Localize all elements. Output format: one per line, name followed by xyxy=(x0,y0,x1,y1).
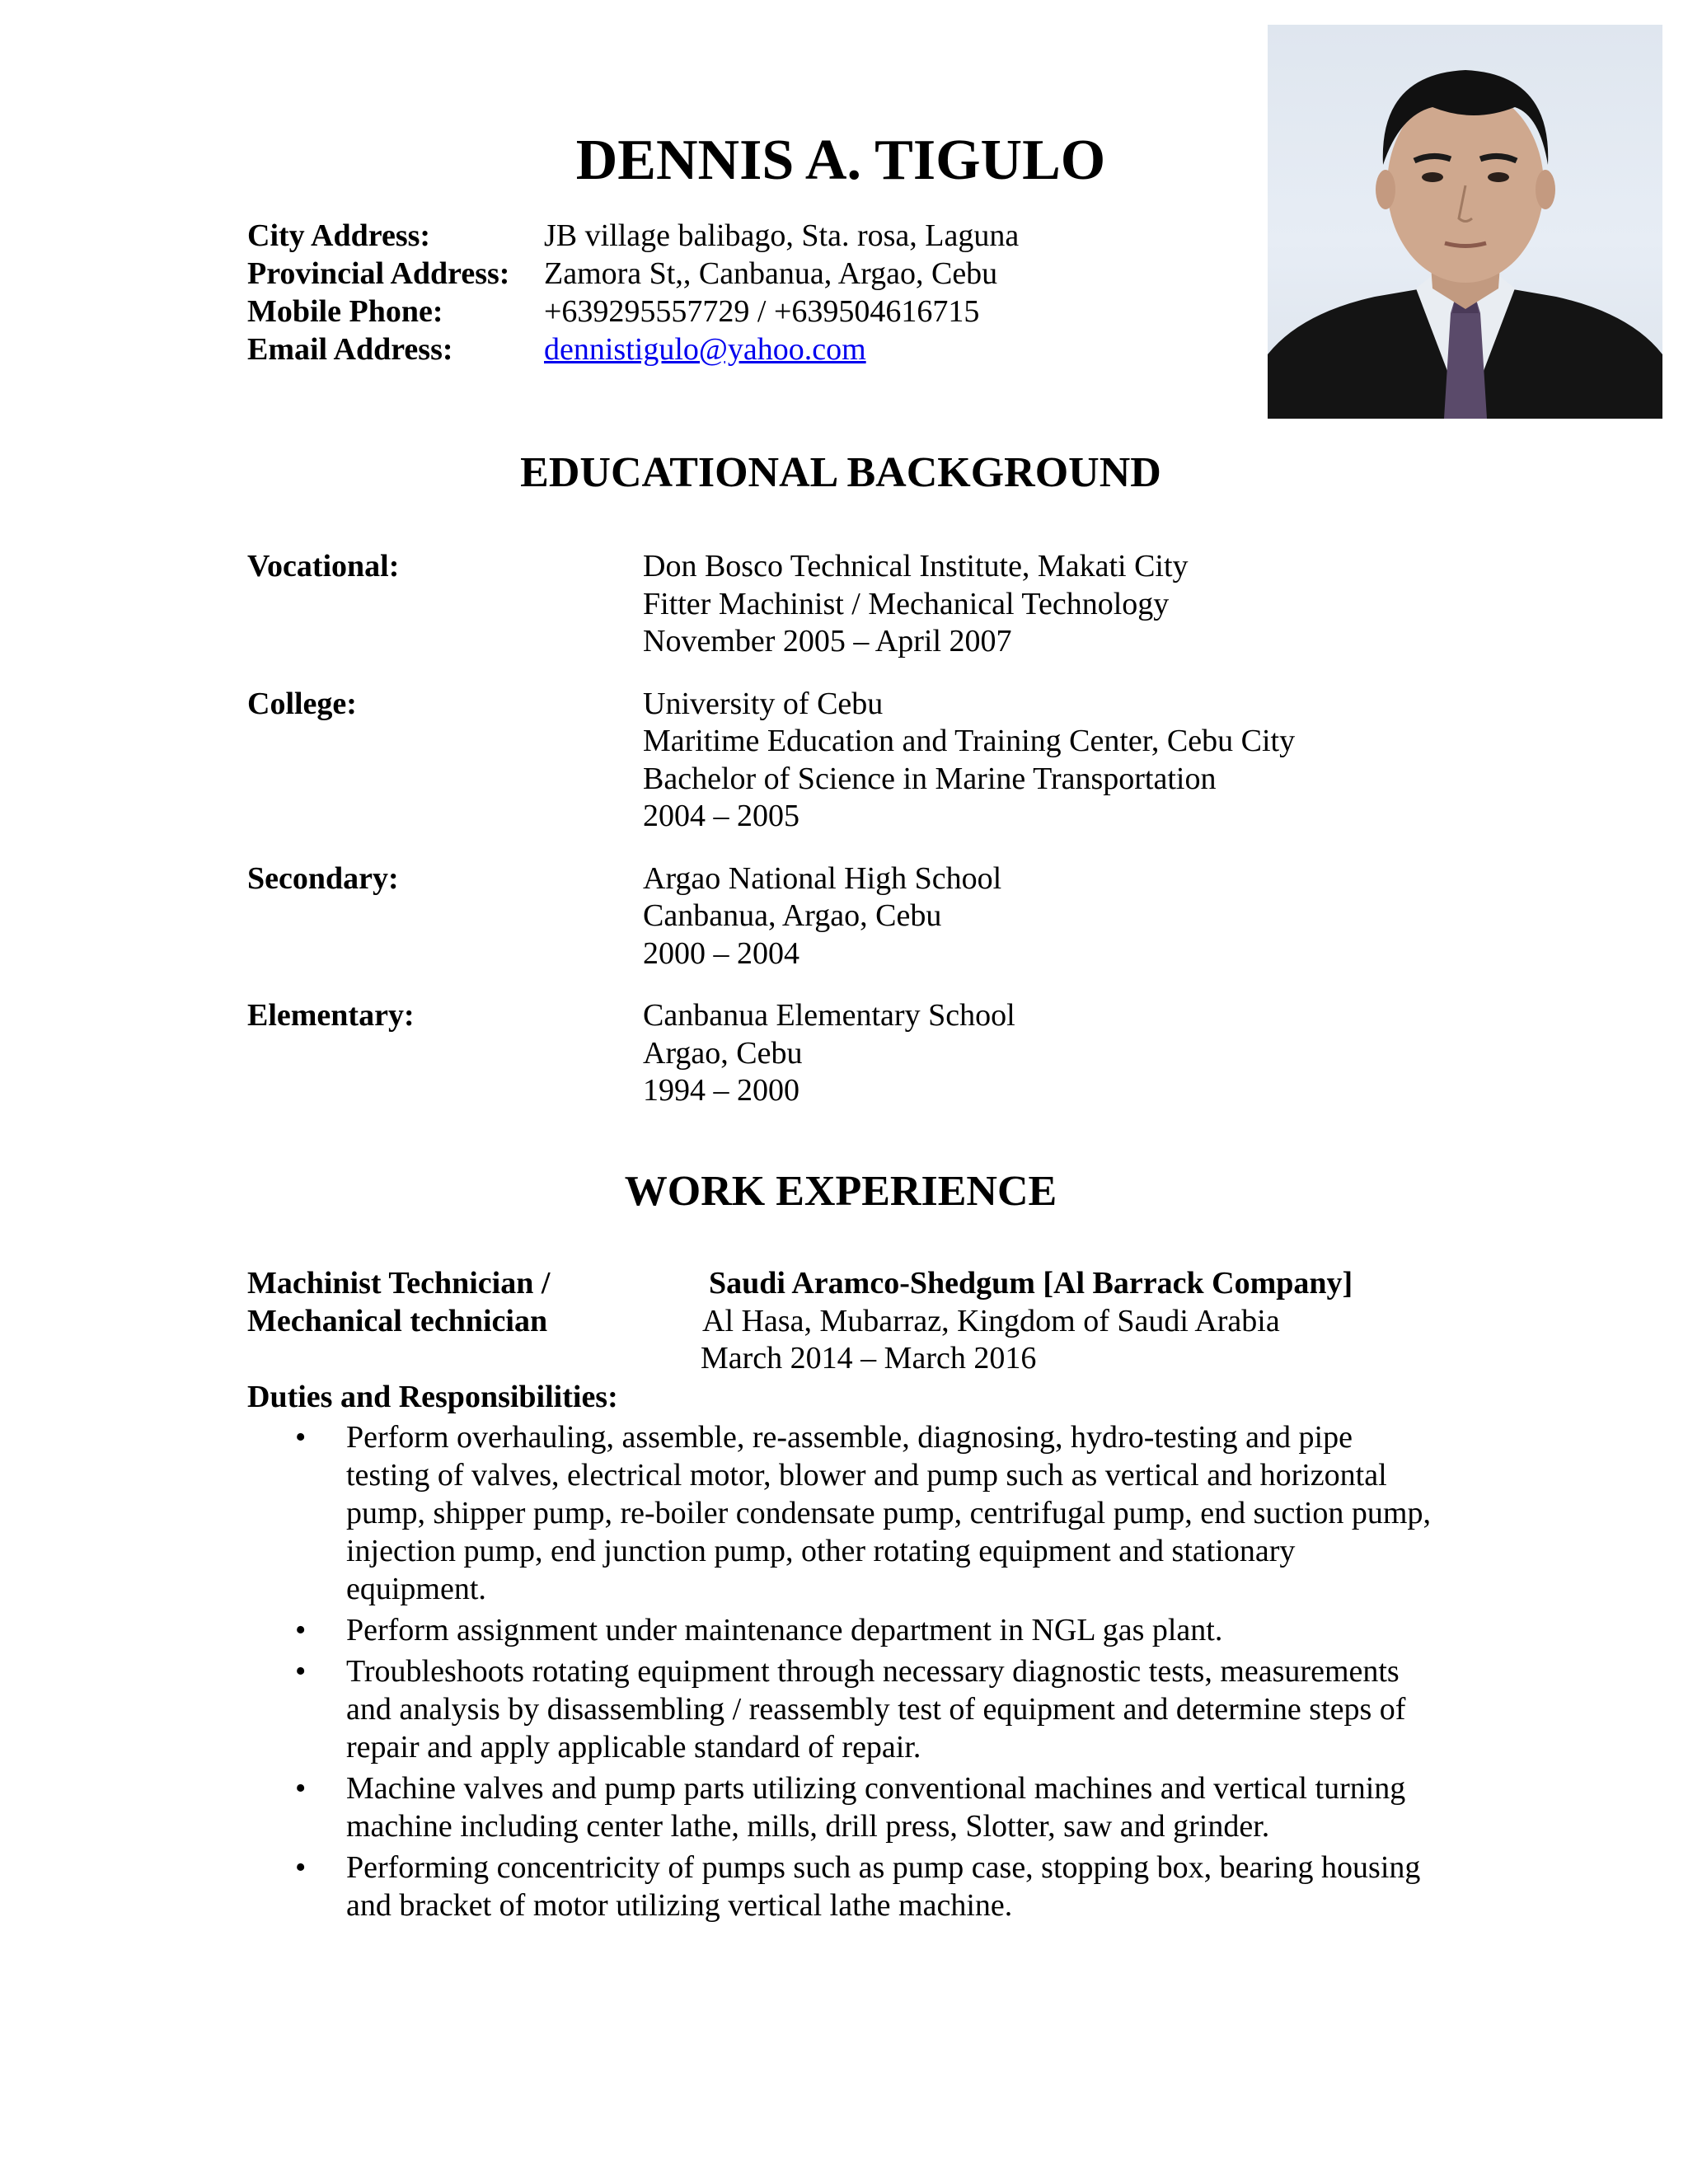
education-entry-vocational xyxy=(247,548,1295,661)
email-link[interactable]: dennistigulo@yahoo.com xyxy=(544,332,866,367)
education-line: Maritime Education and Training Center, Cebu City xyxy=(643,724,1296,758)
contact-label: Provincial Address: xyxy=(247,256,510,291)
contact-email xyxy=(247,330,1019,368)
education-entry-secondary xyxy=(247,860,1295,973)
education-line: November 2005 – April 2007 xyxy=(643,624,1012,658)
education-label: Secondary: xyxy=(247,860,399,896)
contact-label: Email Address: xyxy=(247,332,453,367)
work-heading: WORK EXPERIENCE xyxy=(624,1168,1057,1215)
contact-city xyxy=(247,217,1019,255)
bullet-icon: • xyxy=(295,1850,307,1885)
company-location: Al Hasa, Mubarraz, Kingdom of Saudi Arabia xyxy=(702,1303,1280,1338)
profile-photo xyxy=(1268,25,1662,419)
contact-value: +639295557729 / +639504616715 xyxy=(544,294,980,329)
education-line: Canbanua Elementary School xyxy=(643,998,1015,1033)
contact-label: City Address: xyxy=(247,218,431,253)
duty-text: Perform assignment under maintenance department in NGL gas plant. xyxy=(346,1613,1223,1647)
list-item xyxy=(247,1769,1434,1845)
education-line: 2000 – 2004 xyxy=(643,935,799,971)
education-heading: EDUCATIONAL BACKGROUND xyxy=(520,449,1161,496)
list-item xyxy=(247,1611,1434,1649)
contact-label: Mobile Phone: xyxy=(247,294,443,329)
education-line: Canbanua, Argao, Cebu xyxy=(643,898,942,933)
duty-text: Troubleshoots rotating equipment through necessary diagnostic tests, measurements and analysis by disassembling / reassembly test of equipment and determine steps of repair and apply applicable standard of repair. xyxy=(346,1654,1406,1765)
education-entry-elementary xyxy=(247,997,1295,1110)
duties-heading: Duties and Responsibilities: xyxy=(247,1380,618,1414)
job-title-line2: Mechanical technician xyxy=(247,1303,548,1338)
education-line: Don Bosco Technical Institute, Makati City xyxy=(643,549,1189,583)
candidate-name: DENNIS A. TIGULO xyxy=(575,129,1106,192)
work-row-1 xyxy=(247,1265,1353,1303)
duty-text: Machine valves and pump parts utilizing conventional machines and vertical turning machine including center lathe, mills, drill press, Slotter, saw and grinder. xyxy=(346,1771,1406,1844)
contact-value: Zamora St,, Canbanua, Argao, Cebu xyxy=(544,256,998,291)
duty-text: Performing concentricity of pumps such as pump case, stopping box, bearing housing and bracket of motor utilizing vertical lathe machine. xyxy=(346,1850,1421,1923)
bullet-icon: • xyxy=(295,1420,307,1455)
education-line: Bachelor of Science in Marine Transportation xyxy=(643,761,1217,796)
education-line: Argao National High School xyxy=(643,860,1002,896)
bullet-icon: • xyxy=(295,1613,307,1647)
duties-list xyxy=(247,1418,1434,1928)
education-label: College: xyxy=(247,686,357,721)
education-entry-college xyxy=(247,686,1295,836)
list-item xyxy=(247,1652,1434,1766)
list-item xyxy=(247,1849,1434,1924)
bullet-icon: • xyxy=(295,1654,307,1689)
education-line: 1994 – 2000 xyxy=(643,1073,799,1108)
bullet-icon: • xyxy=(295,1771,307,1806)
contact-value: JB village balibago, Sta. rosa, Laguna xyxy=(544,218,1020,253)
work-row-3 xyxy=(247,1340,1353,1378)
contact-provincial xyxy=(247,255,1019,293)
contact-block xyxy=(247,217,1019,368)
spacer xyxy=(247,1340,701,1378)
education-line: 2004 – 2005 xyxy=(643,799,799,833)
contact-mobile xyxy=(247,293,1019,330)
education-label: Vocational: xyxy=(247,549,400,583)
list-item xyxy=(247,1418,1434,1608)
education-line: Argao, Cebu xyxy=(643,1035,803,1071)
company-name: Saudi Aramco-Shedgum [Al Barrack Company] xyxy=(709,1266,1353,1301)
work-entry xyxy=(247,1265,1353,1378)
education-list xyxy=(247,548,1295,1135)
education-line: Fitter Machinist / Mechanical Technology xyxy=(643,586,1170,621)
duty-text: Perform overhauling, assemble, re-assemble, diagnosing, hydro-testing and pipe testing of valves, electrical motor, blower and pump such as vertical and horizontal pump, shipper pump, re-boiler condensate pump, centrifugal pump, end suction pump, injection pump, end junction pump, other rotating equipment and stationary equipment. xyxy=(346,1420,1431,1606)
work-row-2 xyxy=(247,1303,1353,1341)
job-title-line1: Machinist Technician / xyxy=(247,1266,551,1301)
work-dates: March 2014 – March 2016 xyxy=(701,1341,1037,1376)
education-label: Elementary: xyxy=(247,998,415,1033)
education-line: University of Cebu xyxy=(643,686,884,721)
